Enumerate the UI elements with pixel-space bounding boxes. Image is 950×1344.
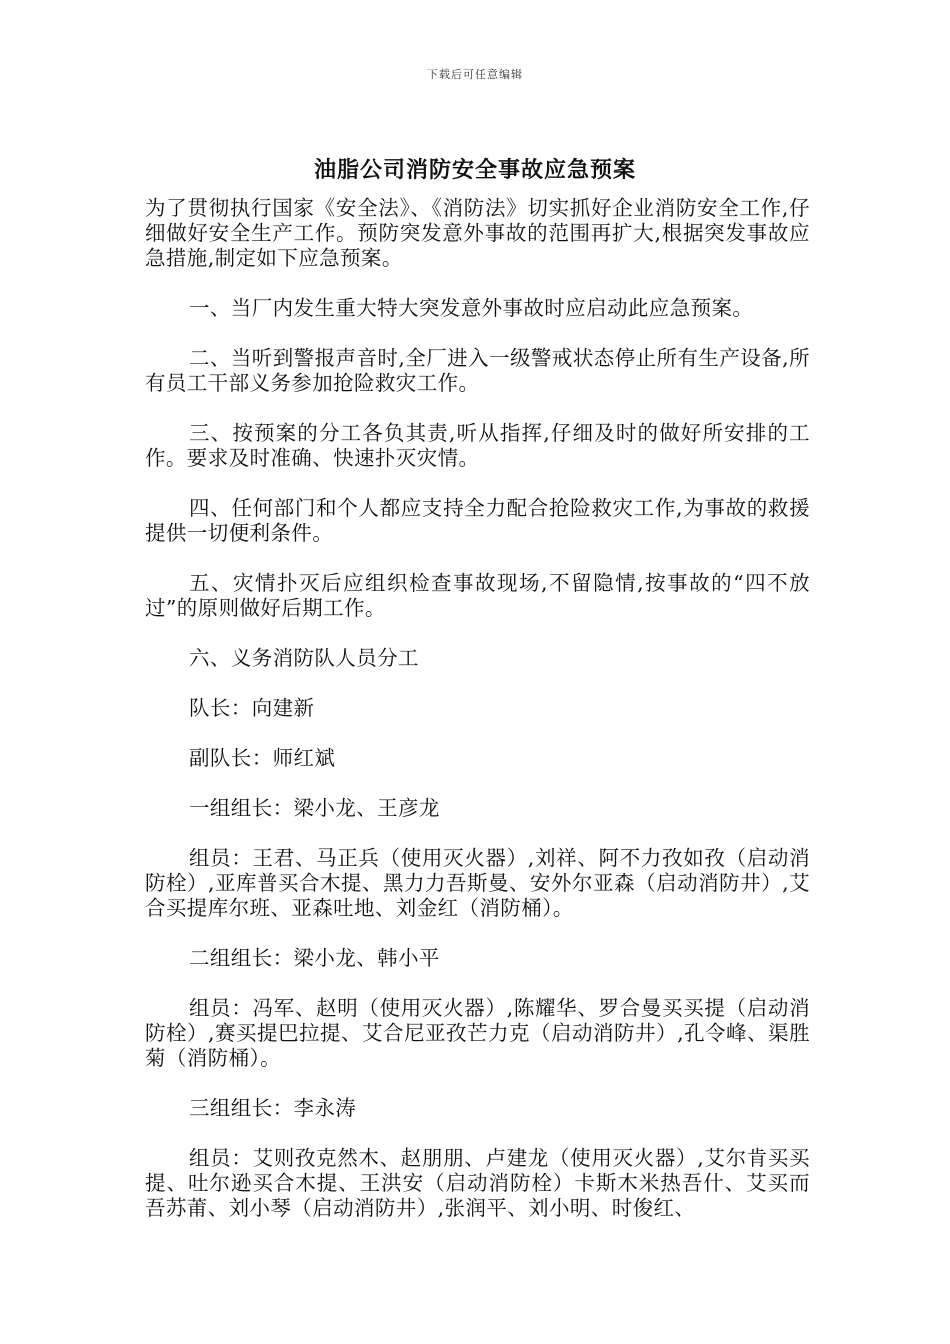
group-2-members: 组员：冯军、赵明（使用灭火器）,陈耀华、罗合曼买买提（启动消防栓）,赛买提巴拉提、艾合尼亚孜芒力克（启动消防井）,孔令峰、渠胜菊（消防桶）。 — [145, 996, 810, 1070]
paragraph-4: 四、任何部门和个人都应支持全力配合抢险救灾工作,为事故的救援提供一切便利条件。 — [145, 496, 810, 545]
group-3-leader: 三组组长：李永涛 — [189, 1096, 357, 1120]
paragraph-6: 六、义务消防队人员分工 — [189, 646, 419, 670]
header-note: 下载后可任意编辑 — [427, 68, 523, 81]
group-2-leader: 二组组长：梁小龙、韩小平 — [189, 946, 440, 970]
team-captain: 队长：向建新 — [189, 696, 315, 720]
document-body — [145, 196, 810, 1221]
group-3-members: 组员：艾则孜克然木、赵朋朋、卢建龙（使用灭火器）,艾尔肯买买提、吐尔逊买合木提、王洪安（启动消防栓）卡斯木米热吾什、艾买而吾苏莆、刘小琴（启动消防井）,张润平、刘小明、时俊红、 — [145, 1146, 810, 1220]
document-title: 油脂公司消防安全事故应急预案 — [313, 157, 636, 183]
team-vice-captain: 副队长：师红斌 — [189, 746, 336, 770]
paragraph-1: 一、当厂内发生重大特大突发意外事故时应启动此应急预案。 — [189, 296, 754, 320]
group-1-leader: 一组组长：梁小龙、王彦龙 — [189, 796, 440, 820]
intro-paragraph: 为了贯彻执行国家《安全法》、《消防法》切实抓好企业消防安全工作,仔细做好安全生产工作。预防突发意外事故的范围再扩大,根据突发事故应急措施,制定如下应急预案。 — [145, 196, 810, 270]
paragraph-3: 三、按预案的分工各负其责,听从指挥,仔细及时的做好所安排的工作。要求及时准确、快速扑灭灾情。 — [145, 421, 810, 470]
group-1-members: 组员：王君、马正兵（使用灭火器）,刘祥、阿不力孜如孜（启动消防栓）,亚库普买合木提、黑力力吾斯曼、安外尔亚森（启动消防井）,艾合买提库尔班、亚森吐地、刘金红（消防桶）。 — [145, 846, 810, 920]
paragraph-2: 二、当听到警报声音时,全厂进入一级警戒状态停止所有生产设备,所有员工干部义务参加抢险救灾工作。 — [145, 346, 810, 395]
paragraph-5: 五、灾情扑灭后应组织检查事故现场,不留隐情,按事故的“四不放过”的原则做好后期工作。 — [145, 571, 810, 620]
